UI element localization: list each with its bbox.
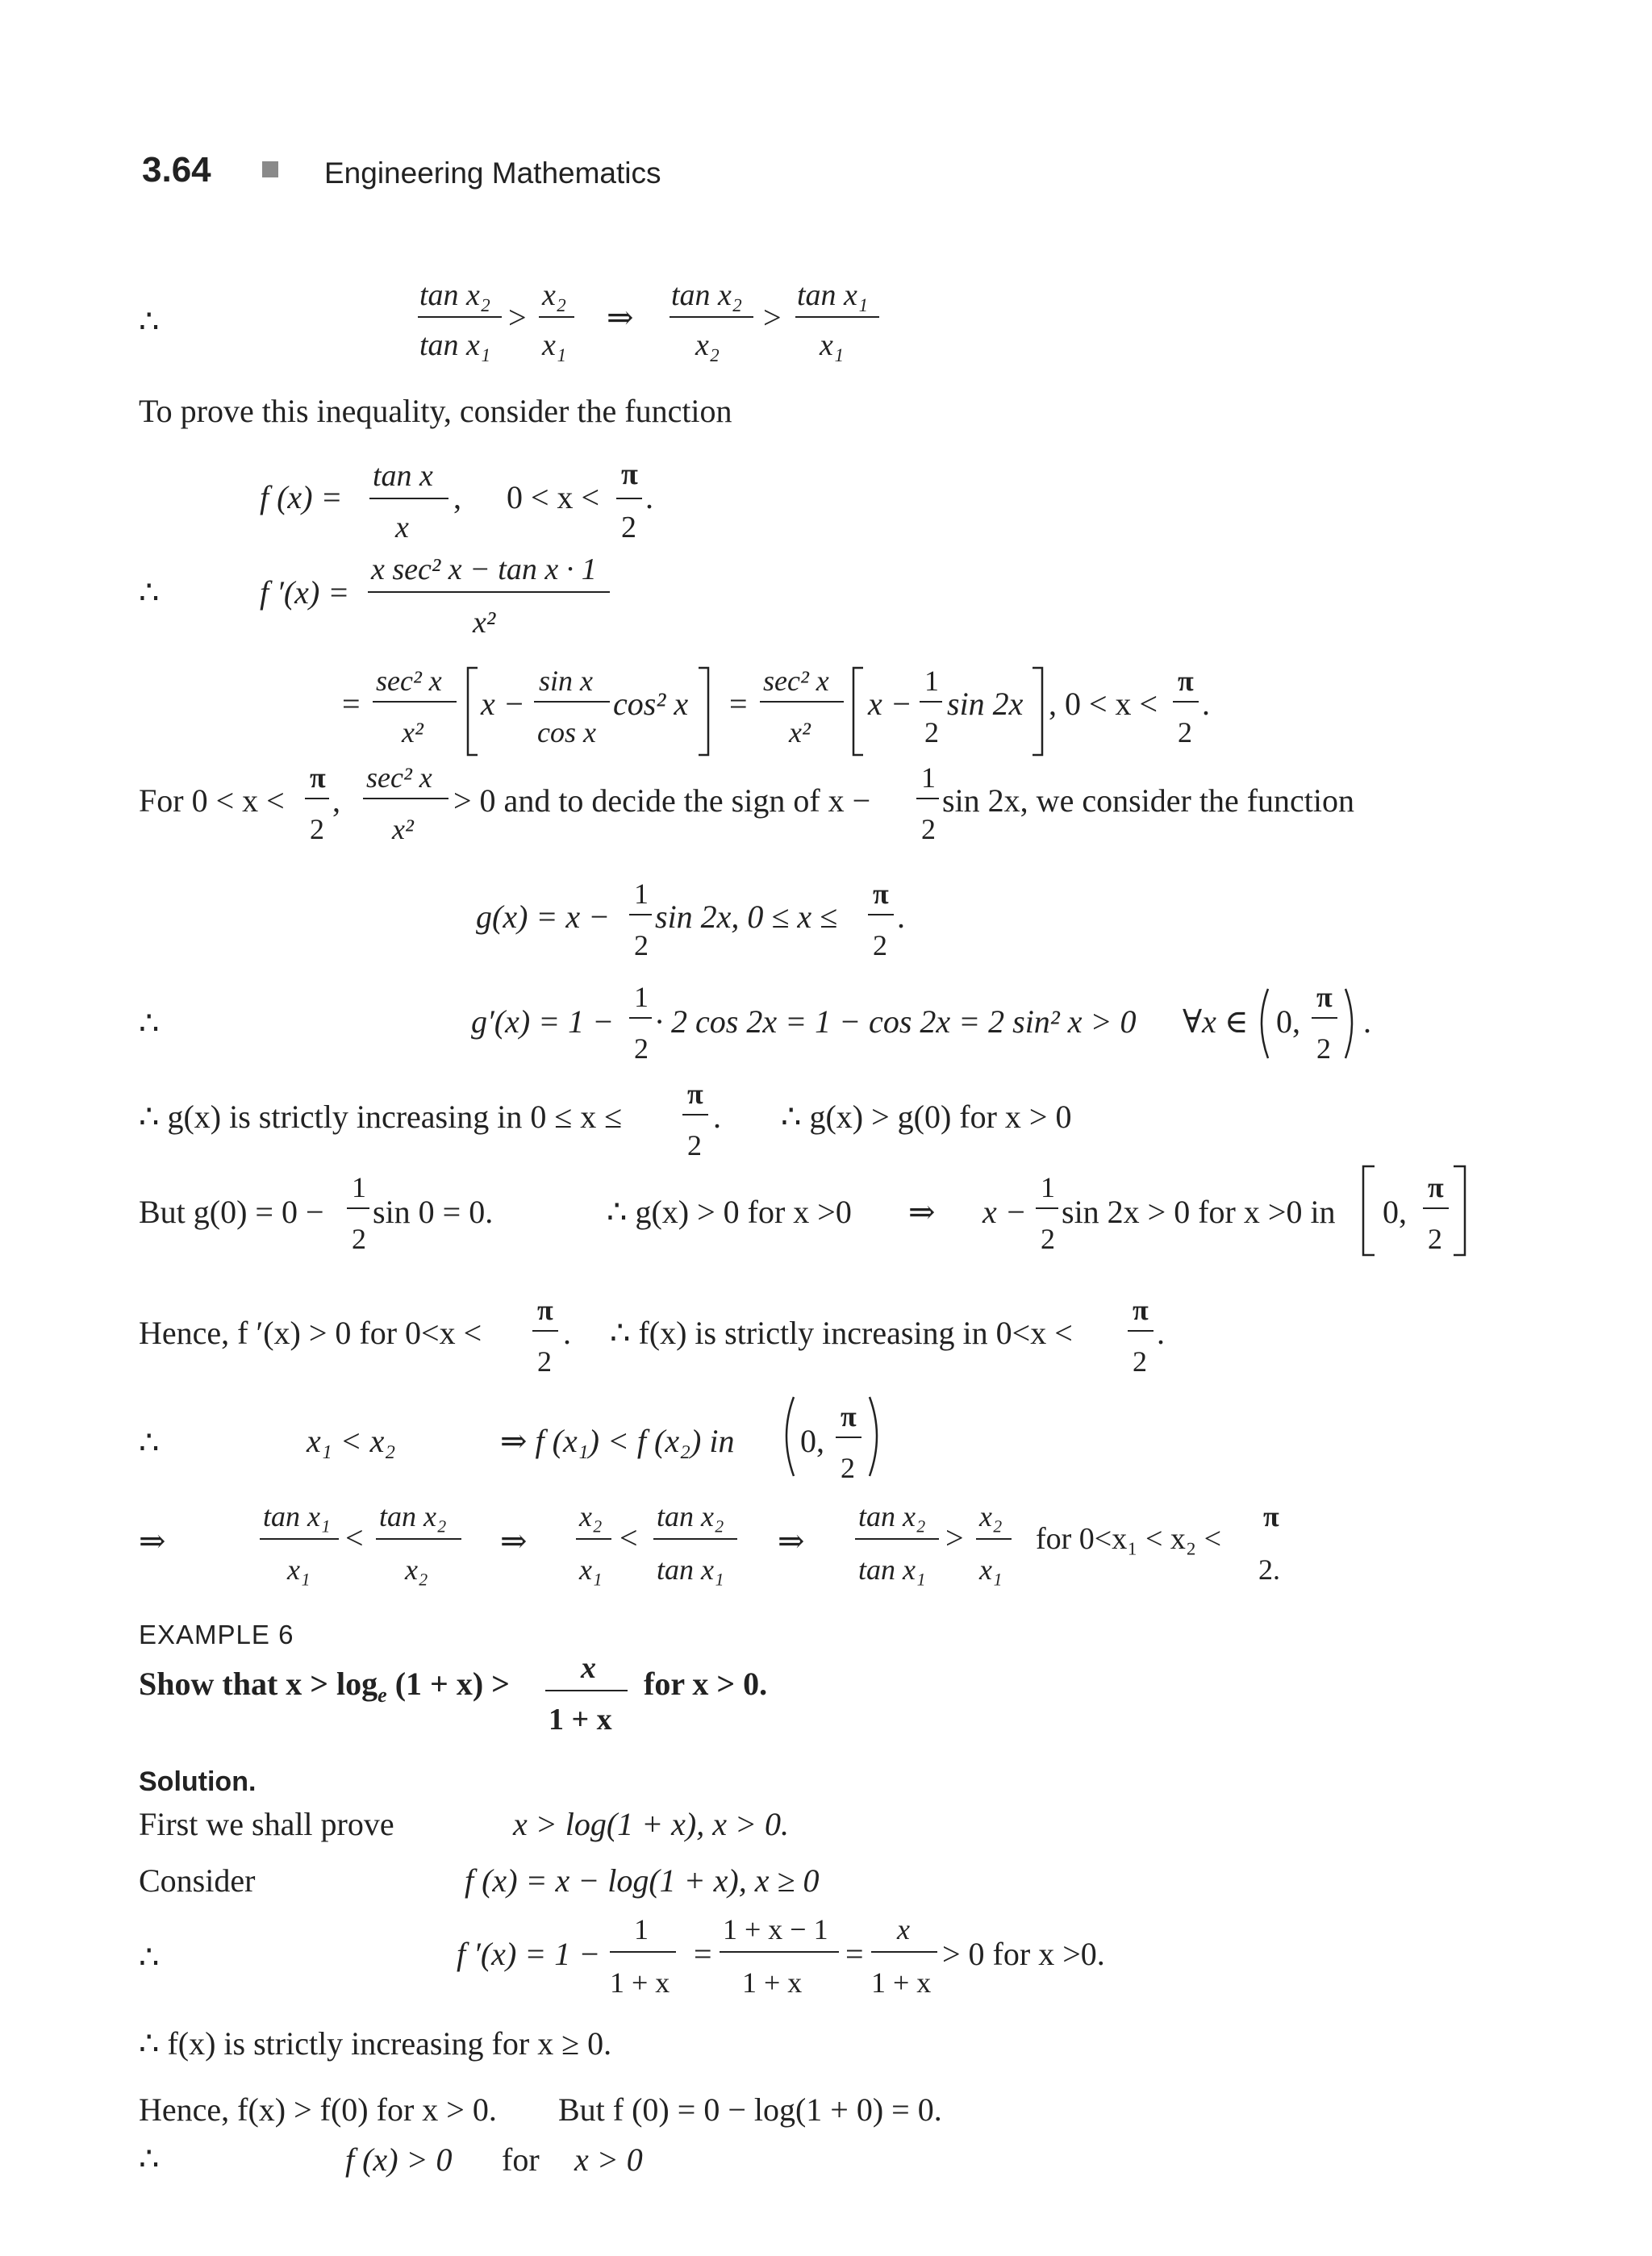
expr: x − bbox=[868, 686, 912, 722]
frac-num: tan x₂ bbox=[858, 1500, 926, 1532]
bracket-right bbox=[1032, 668, 1042, 755]
frac-num: tan x bbox=[373, 459, 433, 493]
but-f0-text: But f (0) = 0 − log(1 + 0) = 0. bbox=[558, 2091, 942, 2128]
frac-den: 2 bbox=[352, 1223, 366, 1255]
frac-den: x₂ bbox=[405, 1553, 428, 1586]
frac-den: 1 + x bbox=[742, 1966, 803, 1999]
g-pos-expr: x − bbox=[982, 1194, 1027, 1230]
frac-den: 2 bbox=[841, 1452, 855, 1484]
g-def-tail: sin 2x, 0 ≤ x ≤ bbox=[655, 899, 838, 935]
comma: , bbox=[332, 782, 340, 819]
pi-symbol: π bbox=[1316, 981, 1333, 1013]
therefore-symbol: ∴ bbox=[139, 1939, 160, 1975]
frac-den: 2 bbox=[1428, 1223, 1442, 1255]
frac-den: x₂ bbox=[695, 328, 720, 362]
frac-den: 2 bbox=[921, 813, 936, 845]
example-frac-den: 1 + x bbox=[549, 1703, 612, 1737]
frac-den: 2 bbox=[1133, 1345, 1147, 1378]
subscript-e: e bbox=[378, 1683, 387, 1707]
frac-num: tan x₂ bbox=[657, 1500, 724, 1532]
f-increasing: ∴ f(x) is strictly increasing in 0<x < bbox=[610, 1315, 1073, 1351]
frac-den: 2 bbox=[1041, 1223, 1055, 1255]
frac-den: 2 bbox=[634, 1032, 649, 1065]
therefore-symbol: ∴ bbox=[139, 1424, 160, 1461]
implies-symbol: ⇒ bbox=[778, 1523, 805, 1559]
frac-den: x₁ bbox=[820, 328, 845, 362]
example-frac-num: x bbox=[581, 1651, 596, 1685]
frac-num: tan x₁ bbox=[797, 278, 869, 312]
bracket-left bbox=[1363, 1166, 1375, 1255]
pi-symbol: π bbox=[310, 761, 326, 794]
frac-den: x₁ bbox=[979, 1553, 1003, 1586]
period: . bbox=[1157, 1315, 1165, 1351]
implies-symbol: ⇒ bbox=[500, 1523, 528, 1559]
frac-den: tan x₁ bbox=[419, 328, 491, 362]
solution-label: Solution. bbox=[139, 1766, 257, 1797]
example-statement-prefix: Show that x > log bbox=[139, 1666, 378, 1702]
final-cond: x > 0 bbox=[574, 2141, 643, 2178]
g-pos-tail: sin 2x > 0 for x >0 in bbox=[1062, 1194, 1336, 1230]
g-prime-lhs: g′(x) = 1 − bbox=[471, 1003, 615, 1040]
frac-num: x bbox=[897, 1913, 910, 1945]
g-increasing: ∴ g(x) is strictly increasing in 0 ≤ x ≤ bbox=[139, 1099, 623, 1135]
equals: = bbox=[729, 686, 748, 722]
therefore-symbol: ∴ bbox=[139, 574, 160, 611]
g-def: g(x) = x − bbox=[476, 899, 611, 935]
paren-left bbox=[786, 1397, 794, 1476]
range-text: 0 < x < bbox=[507, 479, 600, 515]
sign-text: > 0 and to decide the sign of x − bbox=[453, 782, 871, 819]
paren-right bbox=[1345, 989, 1352, 1058]
pi-symbol: π bbox=[841, 1400, 857, 1432]
f-prime-lhs-sol: f ′(x) = 1 − bbox=[457, 1936, 601, 1972]
forall-expr: ∀x ∈ bbox=[1183, 1003, 1249, 1040]
lt-sign: < bbox=[345, 1520, 364, 1556]
frac-num: tan x₂ bbox=[419, 278, 491, 312]
f-prime-lhs: f ′(x) = bbox=[260, 574, 350, 611]
gt-sign: > bbox=[508, 299, 527, 336]
frac-den: 2 bbox=[537, 1345, 552, 1378]
period: . bbox=[713, 1099, 721, 1135]
frac-num: sec² x bbox=[763, 665, 829, 697]
frac-den: 2. bbox=[1258, 1553, 1280, 1586]
expr: sin 2x bbox=[947, 686, 1024, 722]
frac-num: 1 bbox=[1041, 1171, 1055, 1203]
period: . bbox=[1202, 686, 1210, 722]
frac-den: 2 bbox=[621, 511, 636, 544]
frac-den: x₁ bbox=[287, 1553, 311, 1586]
frac-den: 1 + x bbox=[610, 1966, 670, 1999]
implies-symbol: ⇒ bbox=[607, 299, 634, 336]
page-number: 3.64 bbox=[142, 150, 211, 190]
hence-f: Hence, f ′(x) > 0 for 0<x < bbox=[139, 1315, 482, 1351]
pi-symbol: π bbox=[1428, 1171, 1444, 1203]
frac-den: 2 bbox=[924, 716, 939, 749]
frac-den: 2 bbox=[687, 1129, 702, 1161]
frac-den: 2 bbox=[873, 929, 887, 961]
frac-num: 1 bbox=[634, 1913, 649, 1945]
book-title: Engineering Mathematics bbox=[324, 156, 661, 190]
f-increasing-solution: ∴ f(x) is strictly increasing for x ≥ 0. bbox=[139, 2025, 612, 2062]
period: . bbox=[1363, 1003, 1371, 1040]
frac-den: x bbox=[395, 511, 409, 544]
frac-num: tan x₂ bbox=[671, 278, 743, 312]
frac-den: x₁ bbox=[579, 1553, 603, 1586]
hence-text: Hence, f(x) > f(0) for x > 0. bbox=[139, 2091, 497, 2128]
frac-den: 2 bbox=[1316, 1032, 1331, 1065]
example-statement bbox=[139, 1668, 510, 1706]
frac-num: sec² x bbox=[366, 761, 432, 794]
period: . bbox=[645, 479, 653, 515]
f-prime-tail: > 0 for x >0. bbox=[942, 1936, 1105, 1972]
frac-den: x² bbox=[402, 716, 423, 749]
frac-num: sec² x bbox=[376, 665, 442, 697]
first-prove-expr: x > log(1 + x), x > 0. bbox=[513, 1806, 789, 1842]
g-pos: ∴ g(x) > 0 for x >0 bbox=[607, 1194, 852, 1230]
implies-symbol: ⇒ bbox=[908, 1194, 936, 1230]
pi-symbol: π bbox=[873, 878, 889, 910]
consider-expr: f (x) = x − log(1 + x), x ≥ 0 bbox=[465, 1862, 820, 1899]
frac-den: tan x₁ bbox=[657, 1553, 724, 1586]
therefore-symbol: ∴ bbox=[139, 303, 160, 340]
gt-sign: > bbox=[945, 1520, 964, 1556]
bracket-right bbox=[699, 668, 708, 755]
frac-den: x² bbox=[392, 813, 414, 845]
g-prime-rhs: · 2 cos 2x = 1 − cos 2x = 2 sin² x > 0 bbox=[655, 1003, 1137, 1040]
g-gt-g0: ∴ g(x) > g(0) for x > 0 bbox=[781, 1099, 1072, 1135]
frac-den: 2 bbox=[1178, 716, 1192, 749]
consider-function-text: To prove this inequality, consider the function bbox=[139, 393, 732, 429]
pi-symbol: π bbox=[687, 1078, 703, 1110]
therefore-symbol: ∴ bbox=[139, 2141, 160, 2177]
therefore-symbol: ∴ bbox=[139, 1005, 160, 1041]
bracket-left bbox=[468, 668, 478, 755]
frac-den: 2 bbox=[310, 813, 324, 845]
frac-den: cos x bbox=[537, 716, 596, 749]
frac-num: 1 bbox=[634, 878, 649, 910]
pi-symbol: π bbox=[621, 457, 638, 491]
bracket-right bbox=[1454, 1166, 1465, 1255]
f-def-lhs: f (x) = bbox=[260, 479, 343, 515]
frac-den: tan x₁ bbox=[858, 1553, 926, 1586]
frac-num: x sec² x − tan x · 1 bbox=[371, 553, 597, 586]
fx1-lt-fx2: ⇒ f (x₁) < f (x₂) in bbox=[500, 1423, 735, 1459]
frac-num: tan x₂ bbox=[379, 1500, 447, 1532]
equals: = bbox=[342, 686, 361, 722]
period: . bbox=[897, 899, 905, 935]
frac-num: x₂ bbox=[579, 1500, 603, 1532]
interval-start: 0, bbox=[1276, 1003, 1300, 1040]
pi-symbol: π bbox=[1133, 1294, 1149, 1326]
frac-num: 1 bbox=[352, 1171, 366, 1203]
for-range-intro: For 0 < x < bbox=[139, 782, 285, 819]
frac-num: sin x bbox=[539, 665, 593, 697]
lt-sign: < bbox=[620, 1520, 638, 1556]
interval-start: 0, bbox=[1383, 1194, 1407, 1230]
period: . bbox=[563, 1315, 571, 1351]
equals: = bbox=[845, 1936, 864, 1972]
final-for: for bbox=[502, 2141, 540, 2178]
for-final: for 0<x₁ < x₂ < bbox=[1036, 1522, 1222, 1556]
pi-symbol: π bbox=[537, 1294, 553, 1326]
sign-tail: sin 2x, we consider the function bbox=[942, 782, 1354, 819]
but-g0-tail: sin 0 = 0. bbox=[373, 1194, 494, 1230]
expr: , 0 < x < bbox=[1049, 686, 1158, 722]
x1-lt-x2: x₁ < x₂ bbox=[307, 1423, 396, 1459]
example-statement-mid: (1 + x) > bbox=[394, 1666, 510, 1702]
but-g0: But g(0) = 0 − bbox=[139, 1194, 324, 1230]
frac-den: 2 bbox=[634, 929, 649, 961]
final-expr: f (x) > 0 bbox=[345, 2141, 453, 2178]
frac-num: x₂ bbox=[979, 1500, 1003, 1532]
frac-den: x₁ bbox=[542, 328, 567, 362]
frac-num: 1 bbox=[924, 665, 939, 697]
frac-num: 1 bbox=[634, 981, 649, 1013]
frac-num: tan x₁ bbox=[263, 1500, 331, 1532]
pi-symbol: π bbox=[1263, 1500, 1279, 1532]
interval-start: 0, bbox=[800, 1423, 824, 1459]
first-prove-text: First we shall prove bbox=[139, 1806, 394, 1842]
implies-symbol: ⇒ bbox=[139, 1523, 166, 1559]
frac-num: 1 bbox=[921, 761, 936, 794]
frac-den: x² bbox=[789, 716, 811, 749]
paren-right bbox=[870, 1397, 877, 1476]
bracket-left bbox=[853, 668, 863, 755]
pi-symbol: π bbox=[1178, 665, 1194, 697]
frac-num: x₂ bbox=[542, 278, 567, 312]
frac-den: x² bbox=[473, 606, 496, 640]
gt-sign: > bbox=[763, 299, 782, 336]
expr: cos² x bbox=[613, 686, 689, 722]
consider-text: Consider bbox=[139, 1862, 256, 1899]
example-label: EXAMPLE 6 bbox=[139, 1620, 294, 1649]
frac-den: 1 + x bbox=[871, 1966, 932, 1999]
example-statement-suffix: for x > 0. bbox=[644, 1666, 768, 1702]
frac-num: 1 + x − 1 bbox=[723, 1913, 828, 1945]
expr: x − bbox=[481, 686, 525, 722]
paren-left bbox=[1262, 989, 1268, 1058]
equals: = bbox=[694, 1936, 712, 1972]
comma: , bbox=[453, 479, 461, 515]
